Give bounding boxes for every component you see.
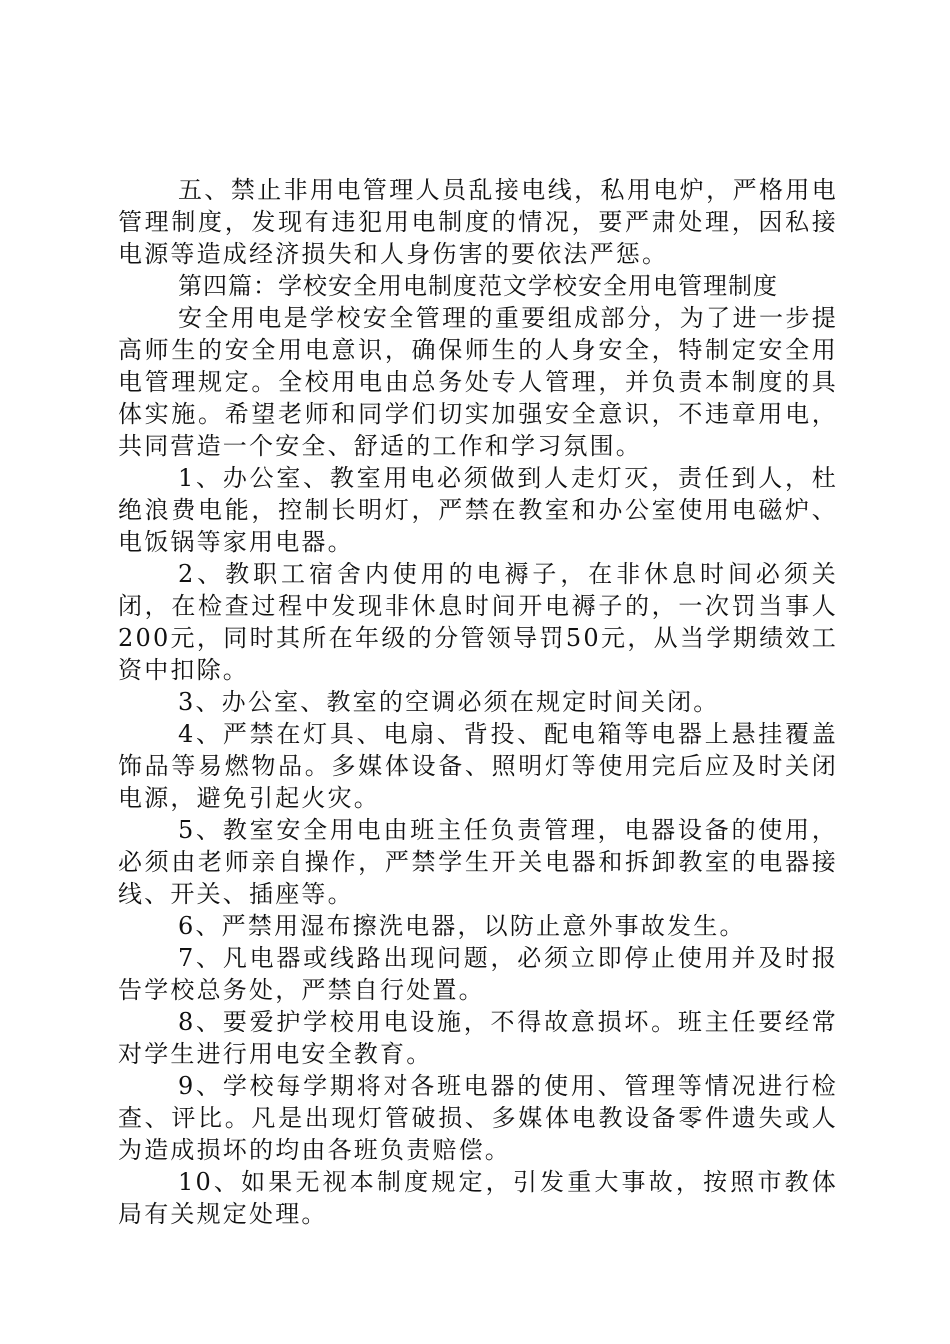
paragraph-item-6: 6、严禁用湿布擦洗电器，以防止意外事故发生。 <box>178 912 746 940</box>
paragraph-rule-5: 五、禁止非用电管理人员乱接电线，私用电炉，严格用电管理制度，发现有违犯用电制度的情况，要严肃处理，因私接电源等造成经济损失和人身伤害的要依法严惩。 <box>118 176 838 268</box>
paragraph-item-5: 5、教室安全用电由班主任负责管理，电器设备的使用，必须由老师亲自操作，严禁学生开关电器和拆卸教室的电器接线、开关、插座等。 <box>118 816 838 908</box>
paragraph-intro: 安全用电是学校安全管理的重要组成部分，为了进一步提高师生的安全用电意识，确保师生的人身安全，特制定安全用电管理规定。全校用电由总务处专人管理，并负责本制度的具体实施。希望老师和同学们切实加强安全意识，不违章用电，共同营造一个安全、舒适的工作和学习氛围。 <box>118 304 838 460</box>
section-heading: 第四篇：学校安全用电制度范文学校安全用电管理制度 <box>178 272 778 300</box>
paragraph-item-4: 4、严禁在灯具、电扇、背投、配电箱等电器上悬挂覆盖饰品等易燃物品。多媒体设备、照明灯等使用完后应及时关闭电源，避免引起火灾。 <box>118 720 838 812</box>
paragraph-item-3: 3、办公室、教室的空调必须在规定时间关闭。 <box>178 688 720 716</box>
paragraph-item-2: 2、教职工宿舍内使用的电褥子，在非休息时间必须关闭，在检查过程中发现非休息时间开电褥子的，一次罚当事人200元，同时其所在年级的分管领导罚50元，从当学期绩效工资中扣除。 <box>118 560 838 684</box>
paragraph-item-8: 8、要爱护学校用电设施，不得故意损坏。班主任要经常对学生进行用电安全教育。 <box>118 1008 838 1068</box>
paragraph-item-10: 10、如果无视本制度规定，引发重大事故，按照市教体局有关规定处理。 <box>118 1168 838 1228</box>
paragraph-item-9: 9、学校每学期将对各班电器的使用、管理等情况进行检查、评比。凡是出现灯管破损、多媒体电教设备零件遗失或人为造成损坏的均由各班负责赔偿。 <box>118 1072 838 1164</box>
document-body <box>118 174 838 1230</box>
paragraph-item-1: 1、办公室、教室用电必须做到人走灯灭，责任到人，杜绝浪费电能，控制长明灯，严禁在教室和办公室使用电磁炉、电饭锅等家用电器。 <box>118 464 838 556</box>
paragraph-item-7: 7、凡电器或线路出现问题，必须立即停止使用并及时报告学校总务处，严禁自行处置。 <box>118 944 838 1004</box>
